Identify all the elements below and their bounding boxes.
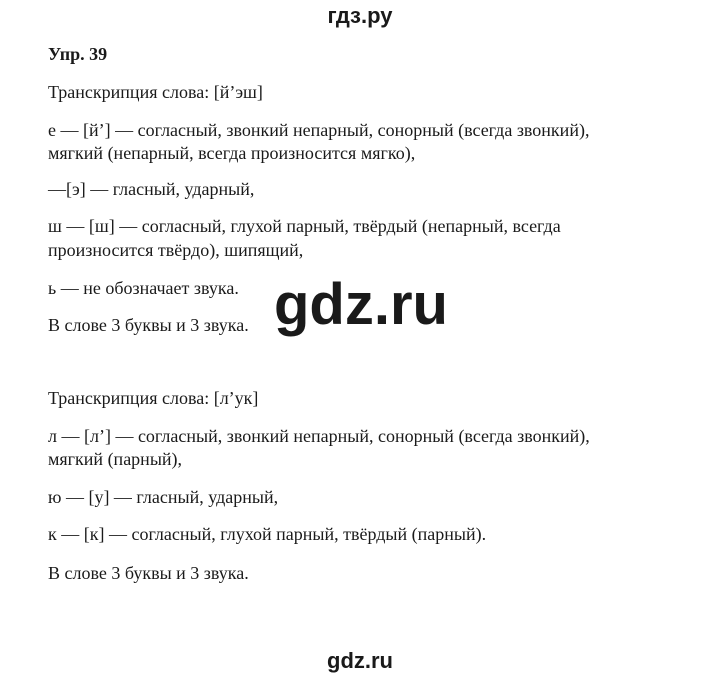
letter-k-line: к — [к] — согласный, глухой парный, твёрдый (парный).: [48, 524, 487, 544]
letter-e-line-2: мягкий (непарный, всегда произносится мягко),: [48, 143, 416, 163]
letter-e-line-1: е — [й’] — согласный, звонкий непарный, сонорный (всегда звонкий),: [48, 120, 590, 140]
transcription-1: Транскрипция слова: [й’эш]: [48, 82, 263, 102]
summary-2: В слове 3 буквы и 3 звука.: [48, 563, 249, 583]
site-header: гдз.ру: [327, 3, 393, 28]
letter-yu-line: ю — [у] — гласный, ударный,: [48, 487, 279, 507]
letter-l-line-1: л — [л’] — согласный, звонкий непарный, сонорный (всегда звонкий),: [48, 426, 590, 446]
letter-sh-line-1: ш — [ш] — согласный, глухой парный, твёрдый (непарный, всегда: [48, 216, 561, 236]
letter-l-line-2: мягкий (парный),: [48, 449, 183, 469]
site-footer: gdz.ru: [327, 648, 393, 673]
transcription-2: Транскрипция слова: [л’ук]: [48, 388, 259, 408]
watermark: gdz.ru: [274, 272, 448, 337]
exercise-title: Упр. 39: [48, 44, 108, 64]
soft-sign-line: ь — не обозначает звука.: [48, 278, 239, 298]
vowel-e-line: —[э] — гласный, ударный,: [48, 179, 255, 199]
summary-1: В слове 3 буквы и 3 звука.: [48, 315, 249, 335]
letter-sh-line-2: произносится твёрдо), шипящий,: [48, 240, 304, 260]
